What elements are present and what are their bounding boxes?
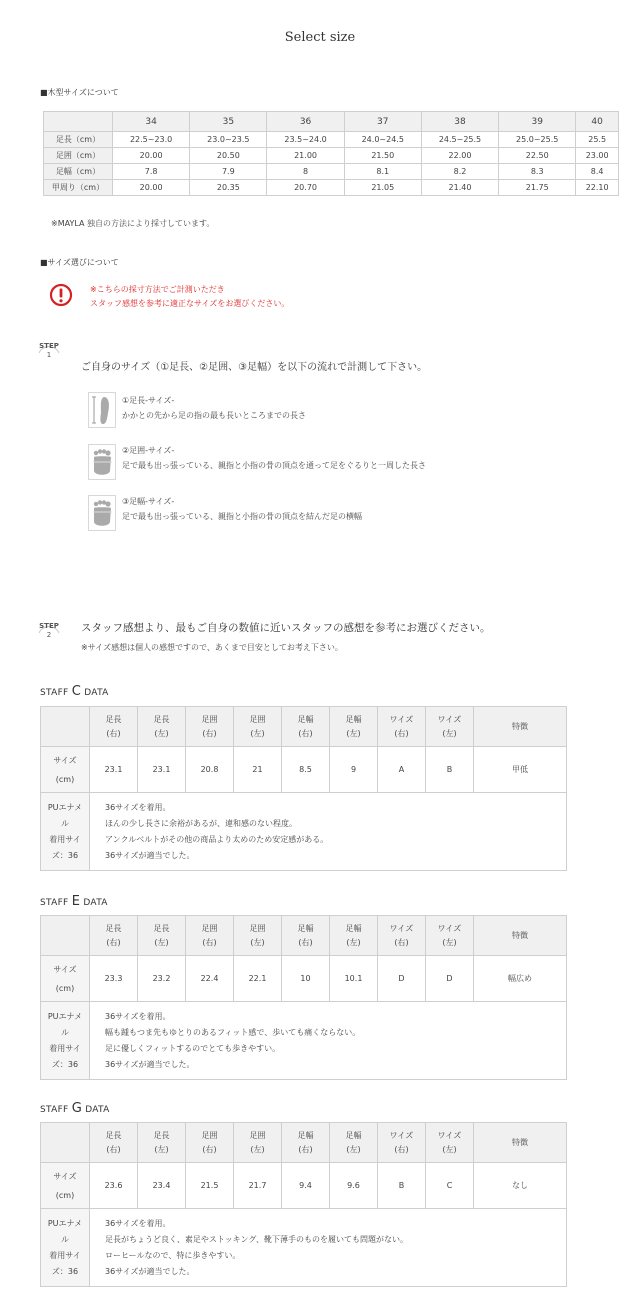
staff-column-header-name: 足幅 <box>345 923 362 933</box>
staff-column-header-name: 足幅 <box>297 923 314 933</box>
measure-item-3-title: ③足幅-サイズ- <box>122 497 175 506</box>
mold-row-label: 足長（cm） <box>44 132 113 148</box>
staff-feature-header: 特徴 <box>474 1123 567 1163</box>
mold-size-header: 39 <box>499 112 576 132</box>
staff-comment-line: 36サイズが適当でした。 <box>105 850 195 860</box>
staff-value-cell: 10.1 <box>330 956 378 1002</box>
mold-size-header: 40 <box>576 112 619 132</box>
mold-cell: 21.40 <box>421 180 498 196</box>
staff-column-header-name: ワイズ <box>389 1130 414 1140</box>
staff-feature-header: 特徴 <box>474 707 567 747</box>
staff-size-label-1: サイズ <box>53 755 77 765</box>
staff-value-cell: B <box>426 747 474 793</box>
staff-column-header-side: (左) <box>442 937 457 947</box>
staff-column-header <box>234 707 282 747</box>
staff-heading <box>40 1101 110 1116</box>
staff-heading <box>40 684 109 699</box>
staff-comment-line: 36サイズが適当でした。 <box>105 1266 195 1276</box>
mold-cell: 23.5~24.0 <box>267 132 344 148</box>
staff-column-header <box>90 707 138 747</box>
staff-column-header <box>186 916 234 956</box>
staff-feature-cell: 幅広め <box>474 956 567 1002</box>
staff-value-cell: 21 <box>234 747 282 793</box>
foot-width-icon <box>88 495 116 531</box>
mold-size-table <box>43 111 619 196</box>
mold-cell: 22.5~23.0 <box>113 132 190 148</box>
staff-feature-header: 特徴 <box>474 916 567 956</box>
staff-column-header-side: (右) <box>106 728 121 738</box>
mold-cell: 8 <box>267 164 344 180</box>
staff-column-header-name: 足囲 <box>201 923 218 933</box>
step2-note: ※サイズ感想は個人の感想ですので、あくまで目安としてお考え下さい。 <box>81 643 343 652</box>
staff-comment-label <box>41 793 90 871</box>
staff-column-header-name: 足囲 <box>249 714 266 724</box>
staff-column-header-side: (右) <box>298 1144 313 1154</box>
staff-column-header-side: (左) <box>346 1144 361 1154</box>
mold-cell: 7.9 <box>190 164 267 180</box>
staff-column-header-side: (右) <box>202 937 217 947</box>
staff-value-cell: 9 <box>330 747 378 793</box>
staff-heading-prefix: STAFF <box>40 898 72 908</box>
staff-value-cell: 8.5 <box>282 747 330 793</box>
mold-section-heading: ■木型サイズについて <box>40 88 119 97</box>
staff-values-row <box>41 1163 567 1209</box>
staff-comment-label-line: PUエナメ <box>47 1218 83 1228</box>
staff-header-row <box>41 1123 567 1163</box>
mold-cell: 8.4 <box>576 164 619 180</box>
warning-icon <box>49 283 73 307</box>
mold-cell: 20.50 <box>190 148 267 164</box>
staff-column-header <box>330 707 378 747</box>
measure-item-2 <box>122 443 426 473</box>
mold-cell: 22.00 <box>421 148 498 164</box>
staff-column-header-side: (左) <box>154 937 169 947</box>
staff-comment-row <box>41 1002 567 1080</box>
staff-heading-prefix: STAFF <box>40 1105 72 1115</box>
staff-column-header-side: (左) <box>154 728 169 738</box>
staff-column-header-side: (左) <box>250 1144 265 1154</box>
staff-heading <box>40 894 108 909</box>
staff-value-cell: 21.5 <box>186 1163 234 1209</box>
staff-column-header-side: (左) <box>346 937 361 947</box>
mold-size-header: 34 <box>113 112 190 132</box>
staff-value-cell: 22.1 <box>234 956 282 1002</box>
measure-item-2-title: ②足囲-サイズ- <box>122 446 175 455</box>
staff-column-header <box>90 916 138 956</box>
step2-text: スタッフ感想より、最もご自身の数値に近いスタッフの感想を参考にお選びください。 <box>81 622 491 634</box>
mold-cell: 21.75 <box>499 180 576 196</box>
staff-header-row <box>41 707 567 747</box>
staff-comment-label-line: 着用サイ <box>49 1043 81 1053</box>
mold-cell: 23.0~23.5 <box>190 132 267 148</box>
staff-column-header-name: ワイズ <box>437 923 462 933</box>
staff-value-cell: D <box>378 956 426 1002</box>
mold-header-corner <box>44 112 113 132</box>
mold-cell: 25.5 <box>576 132 619 148</box>
step2-badge-word: STEP <box>39 622 59 630</box>
step1-badge-word: STEP <box>39 342 59 350</box>
staff-value-cell: 22.4 <box>186 956 234 1002</box>
staff-comment-label <box>41 1002 90 1080</box>
staff-column-header-side: (左) <box>346 728 361 738</box>
mold-row-foot-length <box>44 132 619 148</box>
staff-heading-letter: E <box>71 894 81 909</box>
staff-heading-suffix: DATA <box>80 898 108 908</box>
staff-column-header-name: 足幅 <box>345 714 362 724</box>
mold-cell: 24.5~25.5 <box>421 132 498 148</box>
staff-comment-line: 足に優しくフィットするのでとても歩きやすい。 <box>105 1043 281 1053</box>
staff-size-label <box>41 1163 90 1209</box>
staff-value-cell: 23.2 <box>138 956 186 1002</box>
staff-size-label <box>41 956 90 1002</box>
staff-comment-label-line: 着用サイ <box>49 1250 81 1260</box>
staff-comment-label-line: PUエナメ <box>47 802 83 812</box>
staff-column-header-name: 足長 <box>153 923 170 933</box>
mold-cell: 8.3 <box>499 164 576 180</box>
foot-length-icon <box>88 392 116 428</box>
staff-comment-cell <box>90 1209 567 1287</box>
staff-column-header-name: 足囲 <box>201 714 218 724</box>
staff-heading-letter: G <box>71 1101 83 1116</box>
staff-column-header-side: (右) <box>298 728 313 738</box>
staff-value-cell: 23.1 <box>90 747 138 793</box>
mold-cell: 21.05 <box>344 180 421 196</box>
mold-row-foot-width <box>44 164 619 180</box>
staff-header-corner <box>41 916 90 956</box>
mold-cell: 22.10 <box>576 180 619 196</box>
staff-value-cell: 20.8 <box>186 747 234 793</box>
staff-column-header-side: (左) <box>442 728 457 738</box>
mold-row-foot-girth <box>44 148 619 164</box>
staff-comment-line: ローヒールなので、特に歩きやすい。 <box>105 1250 241 1260</box>
staff-column-header <box>234 1123 282 1163</box>
staff-column-header <box>234 916 282 956</box>
staff-column-header <box>426 916 474 956</box>
staff-comment-label-line: ズ：36 <box>51 850 79 860</box>
mold-cell: 20.00 <box>113 148 190 164</box>
staff-column-header-name: 足長 <box>105 923 122 933</box>
staff-column-header-side: (右) <box>394 937 409 947</box>
staff-value-cell: 23.1 <box>138 747 186 793</box>
staff-column-header-name: 足幅 <box>297 1130 314 1140</box>
mold-cell: 20.00 <box>113 180 190 196</box>
staff-column-header-side: (左) <box>442 1144 457 1154</box>
mold-cell: 21.00 <box>267 148 344 164</box>
staff-table <box>40 1122 567 1287</box>
staff-column-header-name: 足囲 <box>201 1130 218 1140</box>
staff-comment-row <box>41 793 567 871</box>
staff-column-header-name: ワイズ <box>437 714 462 724</box>
staff-heading-suffix: DATA <box>81 688 109 698</box>
mold-size-header: 36 <box>267 112 344 132</box>
mold-cell: 25.0~25.5 <box>499 132 576 148</box>
step2-badge-number: 2 <box>46 631 52 639</box>
staff-column-header-name: ワイズ <box>389 714 414 724</box>
mold-cell: 20.70 <box>267 180 344 196</box>
measure-item-1 <box>122 393 306 423</box>
measure-item-1-title: ①足長-サイズ- <box>122 396 175 405</box>
staff-size-label-2: (cm) <box>55 774 75 784</box>
staff-value-cell: A <box>378 747 426 793</box>
mold-header-row <box>44 112 619 132</box>
staff-column-header <box>138 1123 186 1163</box>
staff-column-header <box>186 1123 234 1163</box>
staff-column-header-name: 足長 <box>153 714 170 724</box>
mold-cell: 7.8 <box>113 164 190 180</box>
staff-column-header <box>378 916 426 956</box>
mold-cell: 22.50 <box>499 148 576 164</box>
measure-item-1-desc: かかとの先から足の指の最も長いところまでの長さ <box>122 411 306 420</box>
staff-value-cell: 9.4 <box>282 1163 330 1209</box>
staff-comment-row <box>41 1209 567 1287</box>
staff-column-header <box>426 707 474 747</box>
page-title: Select size <box>284 30 356 45</box>
staff-header-corner <box>41 707 90 747</box>
staff-size-label <box>41 747 90 793</box>
staff-value-cell: 9.6 <box>330 1163 378 1209</box>
choose-section-heading: ■サイズ選びについて <box>40 258 119 267</box>
mold-cell: 23.00 <box>576 148 619 164</box>
staff-heading-letter: C <box>71 684 82 699</box>
staff-feature-cell: 甲低 <box>474 747 567 793</box>
staff-comment-label <box>41 1209 90 1287</box>
staff-comment-label-line: ル <box>61 1027 69 1037</box>
staff-column-header-side: (左) <box>250 728 265 738</box>
staff-column-header-side: (右) <box>106 1144 121 1154</box>
staff-value-cell: 23.3 <box>90 956 138 1002</box>
staff-comment-line: ほんの少し長さに余裕があるが、違和感のない程度。 <box>105 818 297 828</box>
staff-column-header-side: (右) <box>202 728 217 738</box>
staff-comment-cell <box>90 793 567 871</box>
mold-size-header: 37 <box>344 112 421 132</box>
staff-column-header <box>138 916 186 956</box>
staff-column-header <box>330 916 378 956</box>
staff-value-cell: D <box>426 956 474 1002</box>
mold-note: ※MAYLA 独自の方法により採寸しています。 <box>51 219 215 228</box>
staff-heading-prefix: STAFF <box>40 688 72 698</box>
staff-value-cell: 10 <box>282 956 330 1002</box>
staff-comment-label-line: ズ：36 <box>51 1266 79 1276</box>
mold-size-header: 35 <box>190 112 267 132</box>
staff-column-header-name: 足長 <box>105 714 122 724</box>
staff-column-header <box>426 1123 474 1163</box>
staff-table <box>40 706 567 871</box>
staff-comment-line: 幅も踵もつま先もゆとりのあるフィット感で、歩いても痛くならない。 <box>105 1027 361 1037</box>
staff-comment-line: 36サイズを着用。 <box>105 1218 171 1228</box>
staff-column-header-name: 足囲 <box>249 1130 266 1140</box>
staff-comment-label-line: 着用サイ <box>49 834 81 844</box>
staff-comment-label-line: ル <box>61 818 69 828</box>
staff-header-row <box>41 916 567 956</box>
staff-column-header <box>282 1123 330 1163</box>
mold-cell: 8.1 <box>344 164 421 180</box>
staff-column-header-side: (右) <box>106 937 121 947</box>
staff-table <box>40 915 567 1080</box>
measure-item-3-desc: 足で最も出っ張っている、親指と小指の骨の頂点を結んだ足の横幅 <box>122 512 362 521</box>
warning-line-2: スタッフ感想を参考に適正なサイズをお選びください。 <box>90 299 290 308</box>
staff-column-header-name: 足幅 <box>345 1130 362 1140</box>
staff-heading-suffix: DATA <box>82 1105 110 1115</box>
staff-size-label-1: サイズ <box>53 964 77 974</box>
staff-column-header-name: 足囲 <box>249 923 266 933</box>
staff-column-header <box>378 707 426 747</box>
staff-comment-line: 足長がちょうど良く、素足やストッキング、靴下薄手のものを履いても問題がない。 <box>105 1234 409 1244</box>
step1-badge-icon <box>36 337 62 361</box>
staff-comment-label-line: ズ：36 <box>51 1059 79 1069</box>
mold-row-label: 足幅（cm） <box>44 164 113 180</box>
staff-column-header-side: (左) <box>250 937 265 947</box>
staff-column-header <box>90 1123 138 1163</box>
staff-column-header-name: 足長 <box>153 1130 170 1140</box>
staff-column-header <box>186 707 234 747</box>
staff-column-header-side: (右) <box>394 1144 409 1154</box>
staff-comment-line: アンクルベルトがその他の商品より太めのため安定感がある。 <box>105 834 329 844</box>
staff-comment-line: 36サイズを着用。 <box>105 802 171 812</box>
staff-size-label-2: (cm) <box>55 983 75 993</box>
measure-item-2-desc: 足で最も出っ張っている、親指と小指の骨の頂点を通って足をぐるりと一周した長さ <box>122 461 426 470</box>
staff-column-header <box>282 707 330 747</box>
staff-values-row <box>41 956 567 1002</box>
mold-row-instep <box>44 180 619 196</box>
mold-row-label: 甲周り（cm） <box>44 180 113 196</box>
step2-badge-icon <box>36 617 62 641</box>
staff-value-cell: B <box>378 1163 426 1209</box>
staff-value-cell: C <box>426 1163 474 1209</box>
mold-size-header: 38 <box>421 112 498 132</box>
staff-column-header-name: 足幅 <box>297 714 314 724</box>
staff-column-header-name: ワイズ <box>389 923 414 933</box>
staff-value-cell: 21.7 <box>234 1163 282 1209</box>
mold-row-label: 足囲（cm） <box>44 148 113 164</box>
foot-girth-icon <box>88 444 116 480</box>
staff-column-header-side: (左) <box>154 1144 169 1154</box>
staff-value-cell: 23.6 <box>90 1163 138 1209</box>
warning-text <box>90 283 289 311</box>
staff-size-label-2: (cm) <box>55 1190 75 1200</box>
staff-column-header-side: (右) <box>202 1144 217 1154</box>
mold-cell: 21.50 <box>344 148 421 164</box>
staff-column-header-name: 足長 <box>105 1130 122 1140</box>
staff-header-corner <box>41 1123 90 1163</box>
staff-column-header <box>282 916 330 956</box>
step1-text: ご自身のサイズ（①足長、②足囲、③足幅）を以下の流れで計測して下さい。 <box>81 362 428 373</box>
staff-column-header <box>378 1123 426 1163</box>
staff-column-header <box>330 1123 378 1163</box>
warning-line-1: ※こちらの採寸方法でご計測いただき <box>90 285 225 294</box>
staff-comment-line: 36サイズを着用。 <box>105 1011 171 1021</box>
mold-cell: 20.35 <box>190 180 267 196</box>
staff-comment-line: 36サイズが適当でした。 <box>105 1059 195 1069</box>
measure-item-3 <box>122 494 362 524</box>
mold-cell: 24.0~24.5 <box>344 132 421 148</box>
staff-value-cell: 23.4 <box>138 1163 186 1209</box>
step1-badge-number: 1 <box>46 351 52 359</box>
staff-comment-cell <box>90 1002 567 1080</box>
staff-size-label-1: サイズ <box>53 1171 77 1181</box>
staff-comment-label-line: ル <box>61 1234 69 1244</box>
staff-column-header <box>138 707 186 747</box>
staff-feature-cell: なし <box>474 1163 567 1209</box>
staff-values-row <box>41 747 567 793</box>
staff-column-header-name: ワイズ <box>437 1130 462 1140</box>
mold-cell: 8.2 <box>421 164 498 180</box>
staff-comment-label-line: PUエナメ <box>47 1011 83 1021</box>
staff-column-header-side: (右) <box>394 728 409 738</box>
staff-column-header-side: (右) <box>298 937 313 947</box>
